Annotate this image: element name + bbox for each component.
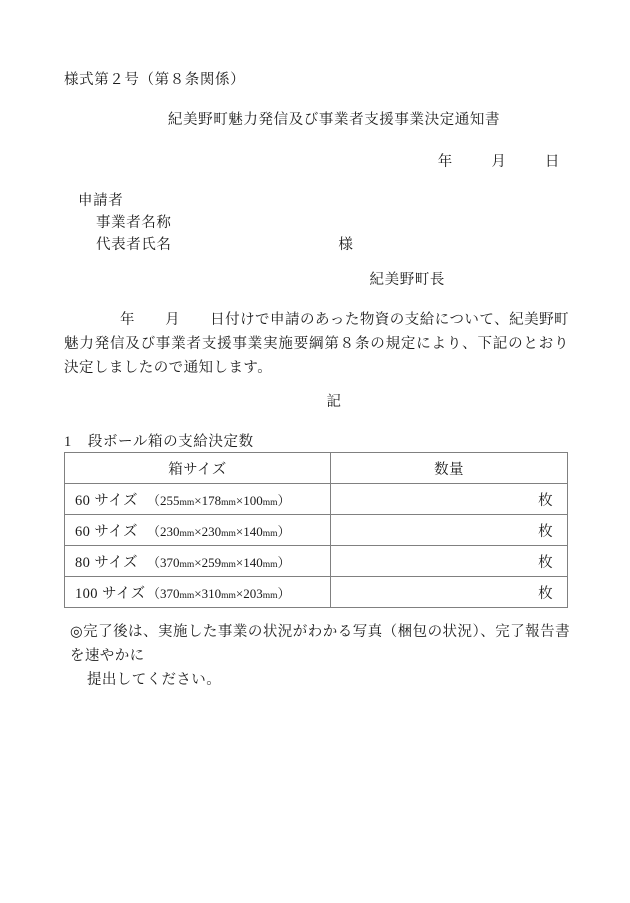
box-dimensions: （370mm×310mm×203mm） <box>147 585 291 601</box>
table-header-row <box>65 453 568 484</box>
section-number: 1 <box>64 434 72 450</box>
form-number: 様式第２号（第８条関係） <box>64 72 246 88</box>
issue-date-line <box>0 150 630 171</box>
box-size-cell <box>65 546 331 577</box>
applicant-heading: 申請者 <box>78 193 124 209</box>
document-title: 紀美野町魅力発信及び事業者支援事業決定通知書 <box>167 112 501 128</box>
quantity-cell[interactable] <box>331 577 568 608</box>
footnote-line-2: 提出してください。 <box>87 672 222 688</box>
box-dimensions: （370mm×259mm×140mm） <box>147 554 291 570</box>
box-size-cell <box>65 577 331 608</box>
issue-date-year: 年 <box>437 154 453 170</box>
box-size-cell <box>65 515 331 546</box>
quantity-unit: 枚 <box>538 523 553 540</box>
representative-row <box>78 234 354 256</box>
applicant-block <box>78 190 354 256</box>
body-date-month: 月 <box>165 312 181 328</box>
quantity-cell[interactable] <box>331 484 568 515</box>
box-size-label: 100 サイズ <box>75 585 146 602</box>
box-size-cell <box>65 484 331 515</box>
table-row <box>65 577 568 608</box>
header-quantity: 数量 <box>331 453 568 484</box>
body-text: 日付けで申請のあった物資の支給について、紀美野町魅力発信及び事業者支援事業実施要綱第８条の規定により、下記のとおり決定しましたので通知します。 <box>64 312 570 376</box>
header-box-size: 箱サイズ <box>65 453 331 484</box>
quantity-unit: 枚 <box>538 554 553 571</box>
body-date-year: 年 <box>120 312 136 328</box>
honorific-sama: 様 <box>338 237 354 253</box>
section-heading <box>64 430 254 451</box>
quantity-cell[interactable] <box>331 515 568 546</box>
box-size-label: 60 サイズ <box>75 492 138 509</box>
section-title: 段ボール箱の支給決定数 <box>87 434 254 450</box>
issuer-name: 紀美野町長 <box>369 272 445 288</box>
footnote <box>70 620 570 692</box>
table-row <box>65 484 568 515</box>
issue-date-day: 日 <box>544 154 560 170</box>
ki-mark: 記 <box>326 394 342 410</box>
table-row <box>65 515 568 546</box>
box-size-label: 80 サイズ <box>75 554 138 571</box>
business-name-label: 事業者名称 <box>96 215 172 231</box>
box-allocation-table <box>64 452 568 608</box>
representative-label: 代表者氏名 <box>96 237 172 253</box>
quantity-unit: 枚 <box>538 492 553 509</box>
box-dimensions: （255mm×178mm×100mm） <box>147 492 291 508</box>
issue-date-month: 月 <box>491 154 507 170</box>
quantity-cell[interactable] <box>331 546 568 577</box>
footnote-line-1: ◎完了後は、実施した事業の状況がわかる写真（梱包の状況）、完了報告書を速やかに <box>70 624 570 664</box>
box-size-label: 60 サイズ <box>75 523 138 540</box>
quantity-unit: 枚 <box>538 585 553 602</box>
body-paragraph <box>64 308 569 380</box>
box-dimensions: （230mm×230mm×140mm） <box>147 523 291 539</box>
table-row <box>65 546 568 577</box>
